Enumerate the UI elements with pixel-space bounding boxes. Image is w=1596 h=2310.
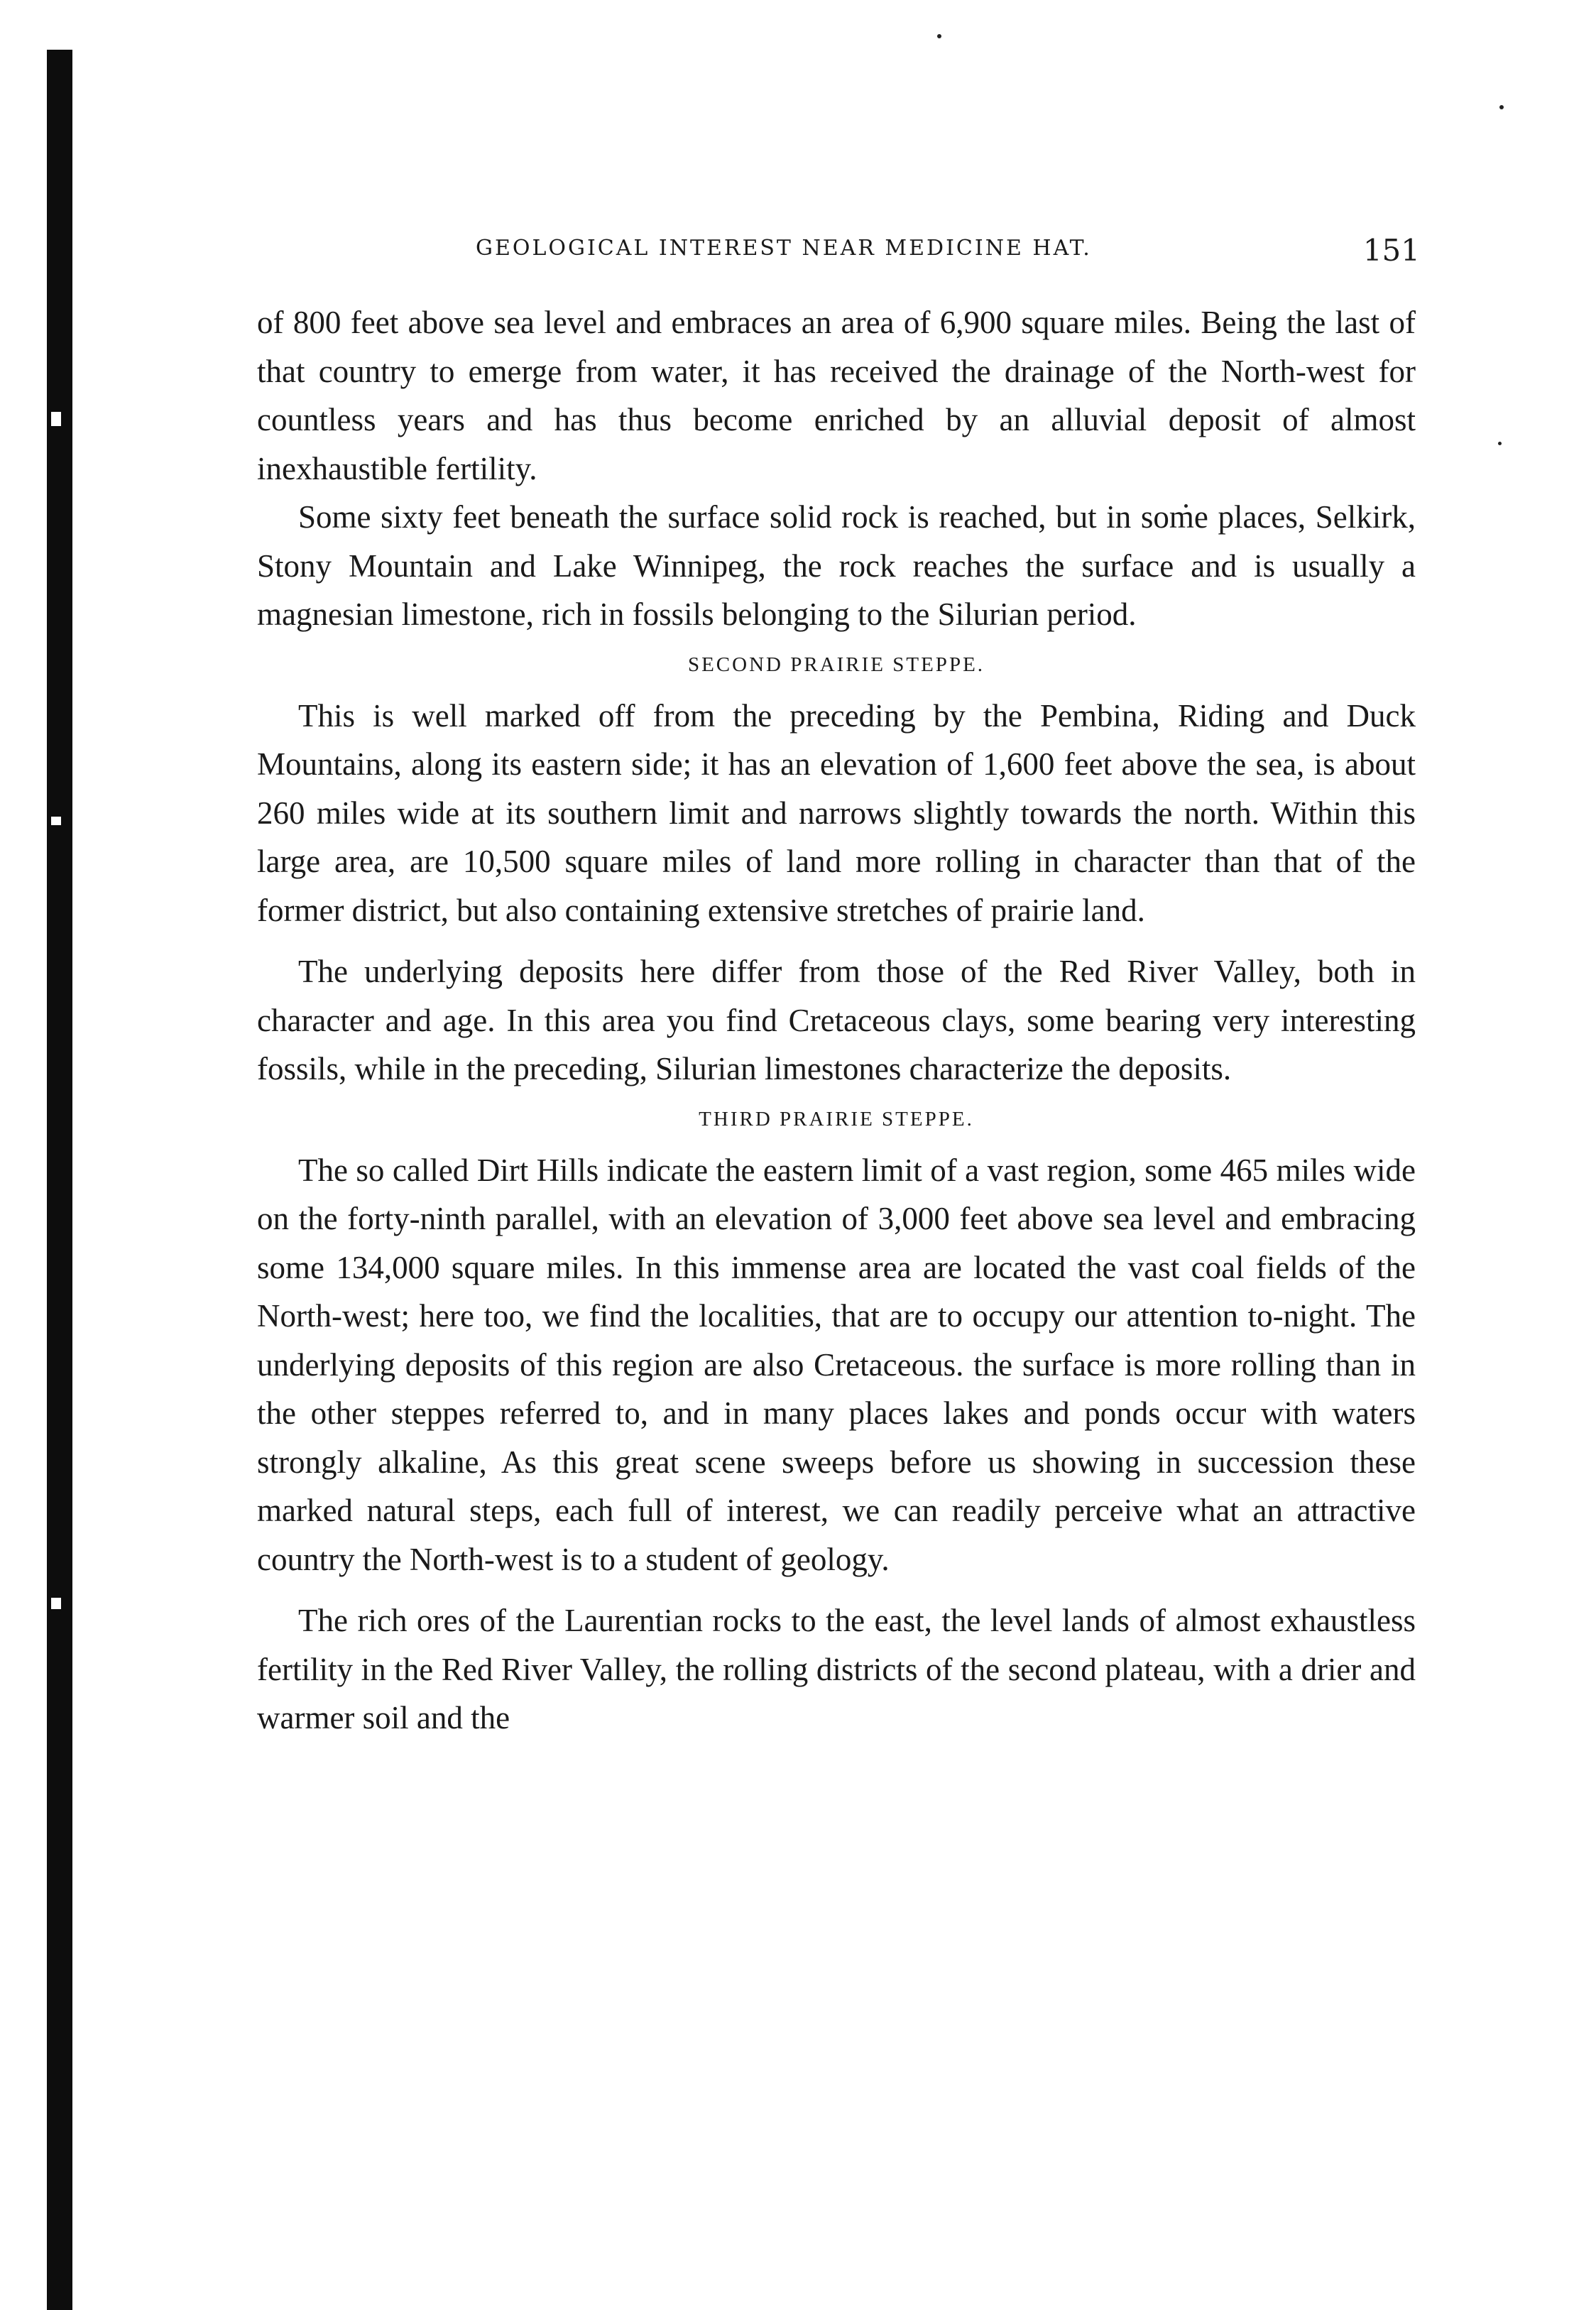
paragraph-second-steppe: This is well marked off from the preceding by the Pembina, Riding and Duck Mountains, along its eastern side; it has an elevation of 1,600 feet above the sea, is about 260 miles wide at its southern limit and narrows slightly towards the north. Within this large area, are 10,500 square miles of land more rolling in character than that of the former district, but also containing extensive stretches of prairie land. bbox=[257, 697, 1416, 928]
running-title: GEOLOGICAL INTEREST NEAR MEDICINE HAT. bbox=[476, 236, 1092, 261]
paper-speck bbox=[1498, 442, 1502, 445]
spine-notch bbox=[51, 412, 61, 426]
spine-notch bbox=[51, 1598, 61, 1609]
paper-speck bbox=[1499, 105, 1504, 109]
section-heading-third-steppe: THIRD PRAIRIE STEPPE. bbox=[699, 1107, 974, 1131]
paper-speck bbox=[937, 34, 941, 38]
spine-notch bbox=[51, 817, 61, 825]
paragraph-rock: Some sixty feet beneath the surface solid rock is reached, but in some places, Selkirk, Stony Mountain and Lake Winnipeg, the rock reaches the surface and is usually a magnesian limestone, rich in fossils belonging to the Silurian period. bbox=[257, 499, 1416, 632]
running-header bbox=[263, 233, 1420, 268]
paragraph-rich-ores: The rich ores of the Laurentian rocks to the east, the level lands of almost exhaustless fertility in the Red River Valley, the rolling districts of the second plateau, with a drier and warmer soil and the bbox=[257, 1603, 1416, 1736]
paragraph-underlying-deposits: The underlying deposits here differ from those of the Red River Valley, both in character and age. In this area you find Cretaceous clays, some bearing very interesting fossils, while in the preceding, Silurian limestones characterize the deposits. bbox=[257, 954, 1416, 1086]
section-heading-second-steppe: SECOND PRAIRIE STEPPE. bbox=[687, 653, 985, 676]
page-number: 151 bbox=[1362, 233, 1420, 268]
paragraph-continued: of 800 feet above sea level and embraces an area of 6,900 square miles. Being the last of that country to emerge from water, it has received the drainage of the North-west for countless years and has thus become enriched by an alluvial deposit of almost inexhaustible fertility. bbox=[257, 305, 1416, 486]
book-spine-shadow bbox=[47, 50, 72, 2310]
page-body bbox=[257, 298, 1416, 1743]
paragraph-third-steppe: The so called Dirt Hills indicate the eastern limit of a vast region, some 465 miles wide on the forty-ninth parallel, with an elevation of 3,000 feet above sea level and embracing some 134,000 square miles. In this immense area are located the vast coal fields of the North-west; here too, we find the localities, that are to occupy our attention to-night. The underlying deposits of this region are also Cretaceous. the surface is more rolling than in the other steppes referred to, and in many places lakes and ponds occur with waters strongly alkaline, As this great scene sweeps before us showing in succession these marked natural steps, each full of interest, we can readily perceive what an attractive country the North-west is to a student of geology. bbox=[257, 1152, 1416, 1577]
